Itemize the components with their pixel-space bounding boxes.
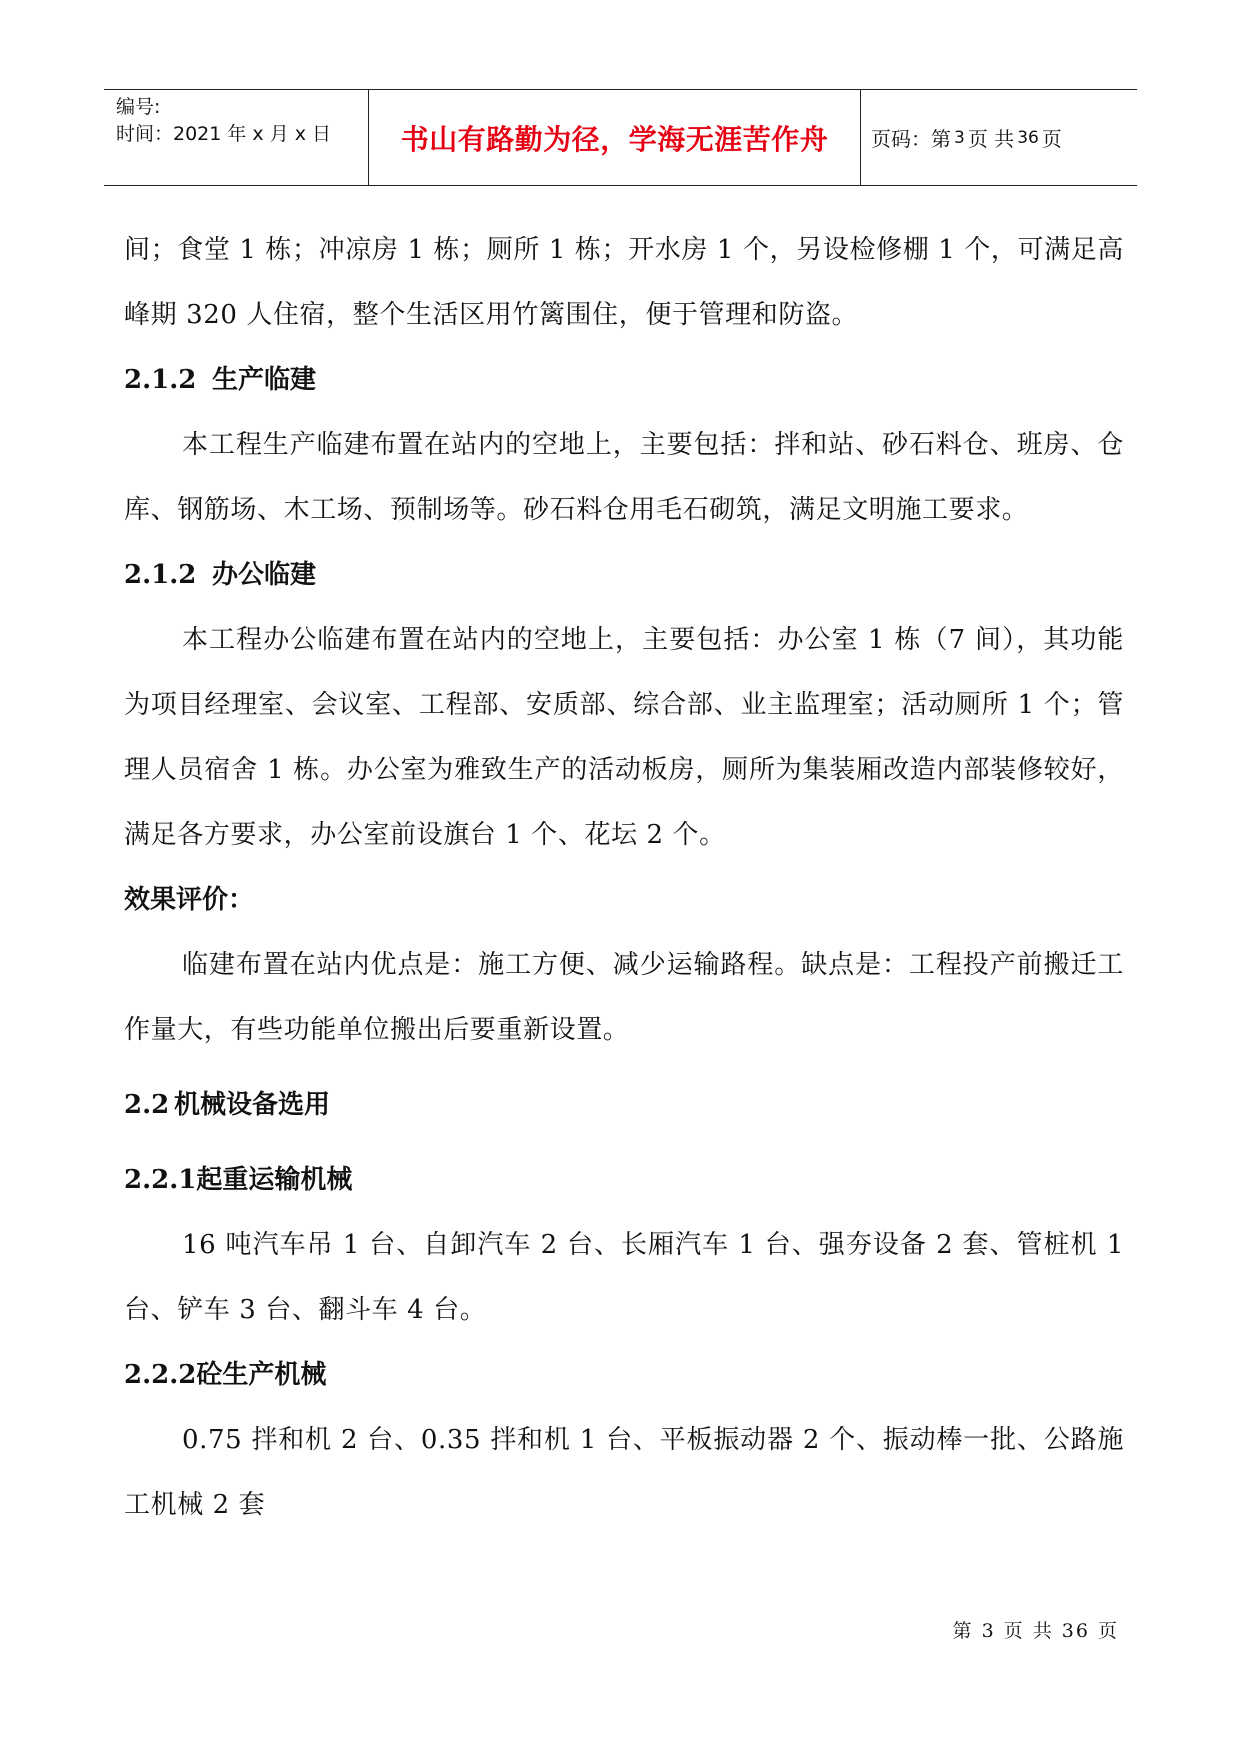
heading-machinery-selection [124,1073,1124,1138]
header-info [104,90,368,185]
section-title: 生产临建 [212,365,317,395]
section-title: 办公临建 [212,560,317,590]
heading-lifting-transport [124,1148,1124,1213]
paragraph-lifting-transport: 16 吨汽车吊 1 台、自卸汽车 2 台、长厢汽车 1 台、强夯设备 2 套、管桩机 1 台、铲车 3 台、翻斗车 4 台。 [124,1230,1124,1325]
page-suffix: 页 [1041,127,1062,151]
paragraph-effect-evaluation: 临建布置在站内优点是：施工方便、减少运输路程。缺点是：工程投产前搬迁工作量大，有些功能单位搬出后要重新设置。 [124,950,1124,1045]
paragraph-concrete-machinery: 0.75 拌和机 2 台、0.35 拌和机 1 台、平板振动器 2 个、振动棒一批、公路施工机械 2 套 [124,1425,1124,1520]
section-number: 2.2.1 [124,1165,197,1195]
paragraph-living-area: 间；食堂 1 栋；冲凉房 1 栋；厕所 1 栋；开水房 1 个，另设检修棚 1 个，可满足高峰期 320 人住宿，整个生活区用竹篱围住，便于管理和防盗。 [124,235,1124,330]
header-motto: 书山有路勤为径，学海无涯苦作舟 [368,90,861,185]
section-number: 2.1.2 [124,365,197,395]
section-number: 2.2.2 [124,1360,197,1390]
page-prefix: 页码：第 [871,127,951,151]
paragraph-office-temp: 本工程办公临建布置在站内的空地上，主要包括：办公室 1 栋（7 间），其功能为项目经理室、会议室、工程部、安质部、综合部、业主监理室；活动厕所 1 个；管理人员宿舍 1 栋。办公室为雅致生产的活动板房，厕所为集装厢改造内部装修较好，满足各方要求，办公室前设旗台 1 个、花坛 2 个。 [124,625,1124,850]
section-title: 起重运输机械 [196,1165,353,1195]
heading-effect-evaluation: 效果评价： [124,885,255,915]
section-title: 机械设备选用 [174,1090,331,1120]
section-number: 2.1.2 [124,560,197,590]
header-page-info [861,90,1137,185]
page-mid: 页 共 [967,127,1015,151]
page-footer: 第 3 页 共 36 页 [952,1620,1119,1642]
document-body [124,218,1124,1538]
page-total: 36 [1017,127,1039,148]
page-current: 3 [954,127,965,148]
heading-office-temp [124,543,1124,608]
section-title: 砼生产机械 [196,1360,327,1390]
serial-label: 编号: [116,96,161,118]
heading-concrete-machinery [124,1343,1124,1408]
page-header [104,89,1137,186]
time-label: 时间：2021 年 x 月 x 日 [116,123,332,145]
heading-production-temp [124,348,1124,413]
section-number: 2.2 [124,1090,170,1120]
paragraph-production-temp: 本工程生产临建布置在站内的空地上，主要包括：拌和站、砂石料仓、班房、仓库、钢筋场、木工场、预制场等。砂石料仓用毛石砌筑，满足文明施工要求。 [124,430,1124,525]
